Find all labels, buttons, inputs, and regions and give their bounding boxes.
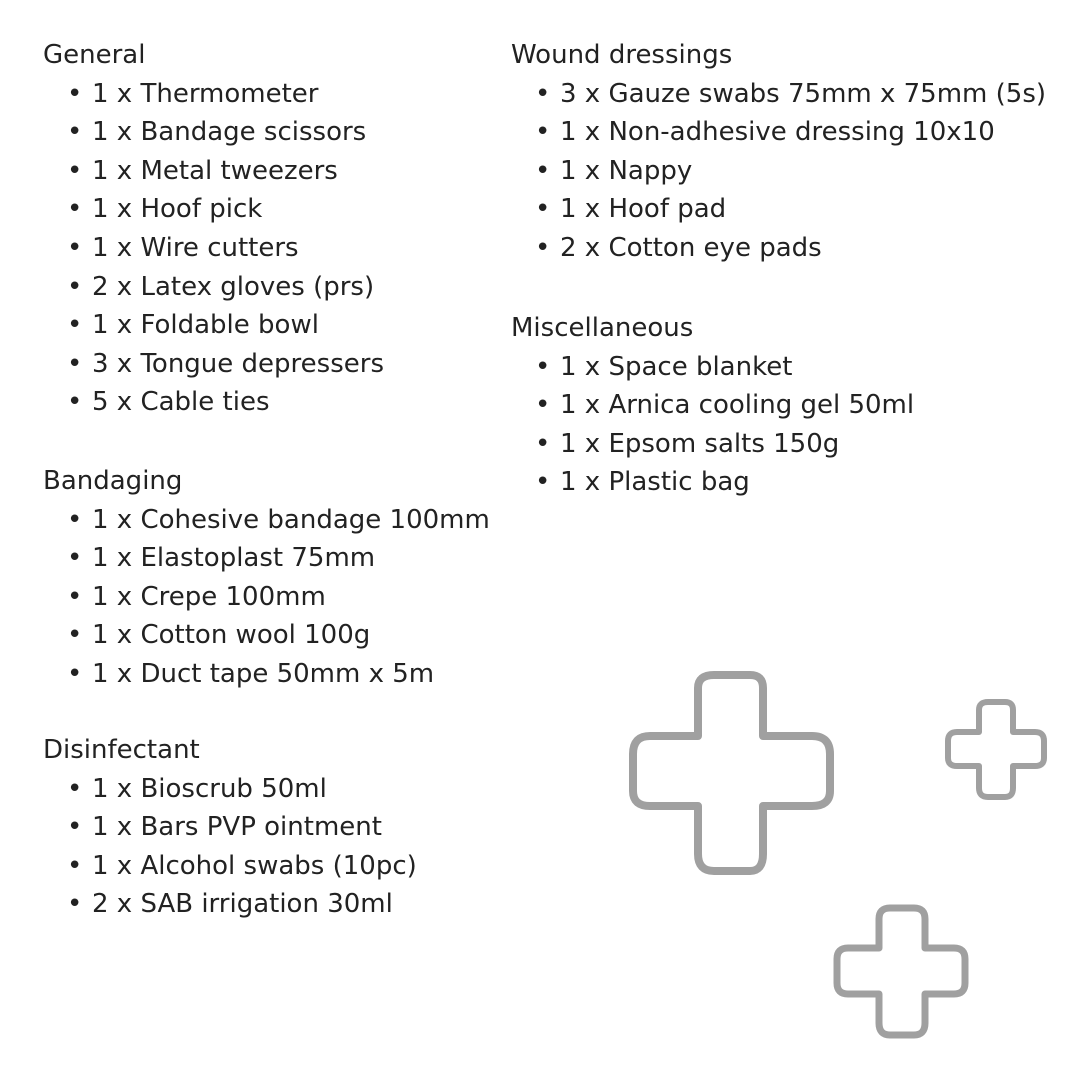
bullet: • (535, 467, 551, 498)
list-item (43, 847, 417, 886)
bullet: • (67, 78, 83, 109)
list-item (511, 152, 1046, 191)
bullet: • (67, 658, 83, 689)
bullet: • (67, 310, 83, 341)
item-text: 1 x Plastic bag (560, 467, 750, 498)
item-text: 1 x Hoof pick (92, 194, 263, 225)
bullet: • (67, 620, 83, 651)
list-item (43, 770, 417, 809)
list-item (43, 616, 490, 655)
bullet: • (535, 117, 551, 148)
bullet: • (535, 194, 551, 225)
item-text: 2 x Latex gloves (prs) (92, 271, 375, 302)
list-item (43, 808, 417, 847)
bullet: • (67, 543, 83, 574)
cross-outline-icon (832, 903, 970, 1041)
list-item (511, 229, 1046, 268)
bullet: • (67, 812, 83, 843)
item-text: 3 x Tongue depressers (92, 348, 384, 379)
bullet: • (535, 78, 551, 109)
list-item (511, 113, 1046, 152)
item-text: 2 x Cotton eye pads (560, 232, 822, 263)
bullet: • (67, 387, 83, 418)
item-text: 1 x Arnica cooling gel 50ml (560, 390, 915, 421)
bullet: • (67, 271, 83, 302)
bullet: • (535, 428, 551, 459)
cross-outline-icon (628, 670, 836, 876)
list-item (511, 190, 1046, 229)
list-item (43, 539, 490, 578)
section-title-wound-dressings: Wound dressings (511, 40, 733, 70)
list-item (43, 152, 384, 191)
list-item (43, 113, 384, 152)
list-item (511, 425, 914, 464)
item-text: 1 x Wire cutters (92, 232, 299, 263)
list-item (43, 268, 384, 307)
item-text: 1 x Crepe 100mm (92, 581, 326, 612)
item-text: 1 x Duct tape 50mm x 5m (92, 658, 435, 689)
item-text: 1 x Thermometer (92, 78, 319, 109)
item-text: 1 x Cohesive bandage 100mm (92, 504, 490, 535)
cross-outline-icon (944, 698, 1048, 802)
item-text: 1 x Bandage scissors (92, 117, 367, 148)
bullet: • (535, 390, 551, 421)
bullet: • (67, 194, 83, 225)
item-text: 1 x Bars PVP ointment (92, 812, 382, 843)
list-item (43, 655, 490, 694)
bullet: • (67, 504, 83, 535)
bullet: • (535, 232, 551, 263)
item-text: 1 x Non-adhesive dressing 10x10 (560, 117, 995, 148)
bullet: • (67, 773, 83, 804)
item-text: 1 x Elastoplast 75mm (92, 543, 376, 574)
section-general (43, 36, 384, 422)
list-item (511, 386, 914, 425)
bullet: • (67, 155, 83, 186)
item-text: 1 x Nappy (560, 155, 693, 186)
item-text: 2 x SAB irrigation 30ml (92, 889, 393, 920)
section-disinfectant (43, 731, 417, 924)
item-text: 1 x Bioscrub 50ml (92, 773, 327, 804)
bullet: • (67, 232, 83, 263)
list-item (43, 190, 384, 229)
list-item (511, 75, 1046, 114)
item-text: 5 x Cable ties (92, 387, 270, 418)
list-item (43, 306, 384, 345)
list-item (43, 345, 384, 384)
bullet: • (67, 348, 83, 379)
list-item (43, 229, 384, 268)
item-text: 3 x Gauze swabs 75mm x 75mm (5s) (560, 78, 1047, 109)
bullet: • (535, 351, 551, 382)
list-item (43, 578, 490, 617)
bullet: • (67, 850, 83, 881)
item-text: 1 x Epsom salts 150g (560, 428, 840, 459)
section-title-disinfectant: Disinfectant (43, 735, 200, 765)
item-text: 1 x Alcohol swabs (10pc) (92, 850, 417, 881)
item-text: 1 x Metal tweezers (92, 155, 338, 186)
bullet: • (67, 889, 83, 920)
item-text: 1 x Foldable bowl (92, 310, 319, 341)
list-item (43, 885, 417, 924)
bullet: • (67, 117, 83, 148)
list-item (511, 463, 914, 502)
bullet: • (535, 155, 551, 186)
section-bandaging (43, 462, 490, 694)
section-title-general: General (43, 40, 146, 70)
section-wound-dressings (511, 36, 1046, 268)
item-text: 1 x Cotton wool 100g (92, 620, 371, 651)
item-text: 1 x Space blanket (560, 351, 793, 382)
list-item (43, 383, 384, 422)
section-title-bandaging: Bandaging (43, 466, 183, 496)
section-miscellaneous (511, 309, 914, 502)
list-item (43, 501, 490, 540)
bullet: • (67, 581, 83, 612)
item-text: 1 x Hoof pad (560, 194, 727, 225)
section-title-miscellaneous: Miscellaneous (511, 313, 694, 343)
list-item (511, 348, 914, 387)
list-item (43, 75, 384, 114)
